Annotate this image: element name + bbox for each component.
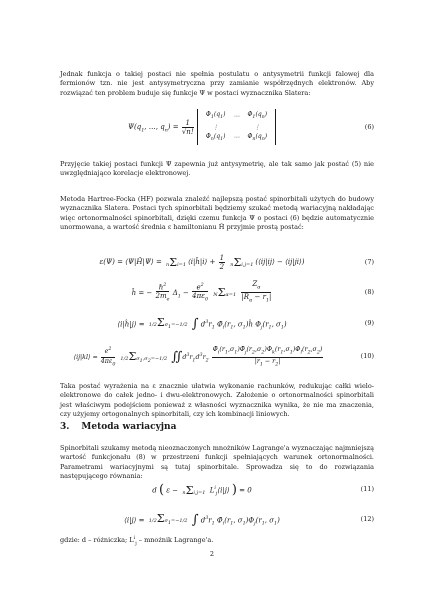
equation-12-number: (12) <box>360 515 374 523</box>
equation-8 <box>60 280 374 306</box>
equation-10 <box>60 342 374 372</box>
equation-9-body: ⟨i|ĥ|j⟩ = $1/2\Sigma\sigma_1=-1/2$ ∫ $d^3r_1$ $\Phī_i(r_1$, $\sigma_1)ĥ$ $\Phi_j(r_1$, $\sigma_1$) <box>117 316 287 332</box>
equation-11-body: d ( ε − nΣi,j=1 $L^i_j⟨i|j⟩$ ) = 0 <box>152 482 252 498</box>
equation-6-body: $\Psi(q_1$, …, $q_n$) = $\frac{1}{√n!}$ $\Phi_1(q_1)$ ⋯ $\Phi_1(q_n)$ ⋮ ⋮ $\Phi_n(q_1)$ ⋯ $\Phi_n(q_n)$ <box>60 108 344 150</box>
equation-10-number: (10) <box>360 352 374 360</box>
paragraph-lagrange: Spinorbitali szukamy metodą nieoznaczonych mnożników Lagrange'a wyznaczając najmniejszą wartość funkcjonału (8) w przestrzeni funkcji spełniających warunek ortonormalności. Parametrami wariacyjnymi są tutaj spinorbitale. Sprowadza się to do rozwiązania następującego równania: <box>60 444 374 481</box>
equation-9-number: (9) <box>364 319 374 327</box>
equation-6 <box>60 108 374 148</box>
equation-7-number: (7) <box>364 258 374 266</box>
equation-10-body: ⟨ij|kl⟩ = $\frac{e^2}{4\pi\varepsilon_0}$ $1/2\Sigma\sigma_1,\sigma_2=-1/2$ $∬d^3r_1d^3r_2$ $\frac{\Phī_i(r_1,\sigma_1)\Phī_j(r_2,\sigma_2)\Phi_k(r_1,\sigma_1)\Phi_l(r_2,\sigma_2)}{|r_1 - r_2|}$ <box>73 345 323 368</box>
paragraph-where: gdzie: d – różniczka; $L^i_j$ – mnożnik Lagrange'a. <box>60 536 214 547</box>
section-heading <box>60 422 176 432</box>
section-title: Metoda wariacyjna <box>81 422 177 432</box>
equation-12-body: ⟨i|j⟩ = $1/2\Sigma\sigma_1=-1/2$ ∫ $d^3r_1$ $\Phī_i(r_1$, $\sigma_1)\Phi_j(r_1$, $\sigma_1$) <box>124 512 280 528</box>
paragraph-slater-intro: Jednak funkcja o takiej postaci nie spełnia postulatu o antysymetrii funkcji falowej dla fermionów tzn. nie jest antysymetryczna przy zamianie współrzędnych elektronów. Aby rozwiązać ten problem buduje się funkcje Ψ w postaci wyznacznika Slatera: <box>60 70 374 97</box>
page-number: 2 <box>209 550 215 558</box>
equation-11 <box>60 476 374 504</box>
equation-11-number: (11) <box>360 485 374 493</box>
equation-8-body: ĥ = − $\frac{\hbar^2}{2m_e}$ $\Delta_1$ − $\frac{e^2}{4\pi\varepsilon_0}$ NΣα=1 $\frac{Z_\alpha}{|R_\alpha - r_1|}$ <box>131 280 272 304</box>
paragraph-integrals: Taka postać wyrażenia na ε znacznie ułatwia wykonanie rachunków, redukując całki wielo-elektronowe do całek jedno- i dwu-elektronowych. Założenie o ortonormalności spinorbitali jest właściwym podejściem ponieważ z własności wyznacznika wynika, że nie ma znaczenia, czy użyjemy ortogonalnych spinorbitali, czy ich kombinacji liniowych. <box>60 382 374 419</box>
equation-7-body: ε(Ψ) = ⟨Ψ|Ĥ|Ψ⟩ = nΣi=1 ⟨i|ĥ|i⟩ + $\frac{1}{2}$ nΣi,j=1 (⟨ij|ij⟩ − ⟨ij|ji⟩) <box>99 253 305 271</box>
equation-7 <box>60 250 374 276</box>
paragraph-hartree-fock: Metoda Hartree-Focka (HF) pozwala znaleźć najlepszą postać spinorbitali użytych do budowy wyznacznika Slatera. Postaci tych spinorbitali będziemy szukać metodą wariacyjną nakładając więc ortonormalności spinorbitali, dzięki czemu funkcja Ψ o postaci (6) będzie automatycznie unormowana, a wartość średnia ε hamiltonianu Ĥ przyjmie prostą postać: <box>60 195 374 232</box>
equation-6-number: (6) <box>364 123 374 131</box>
equation-8-number: (8) <box>364 288 374 296</box>
section-number: 3. <box>60 422 70 432</box>
equation-9 <box>60 310 374 338</box>
paragraph-antisymmetry: Przyjęcie takiej postaci funkcji Ψ zapewnia już antysymetrię, ale tak samo jak postać (5) nie uwzględniająco korelacje elektronowej. <box>60 160 374 178</box>
equation-12 <box>60 506 374 534</box>
